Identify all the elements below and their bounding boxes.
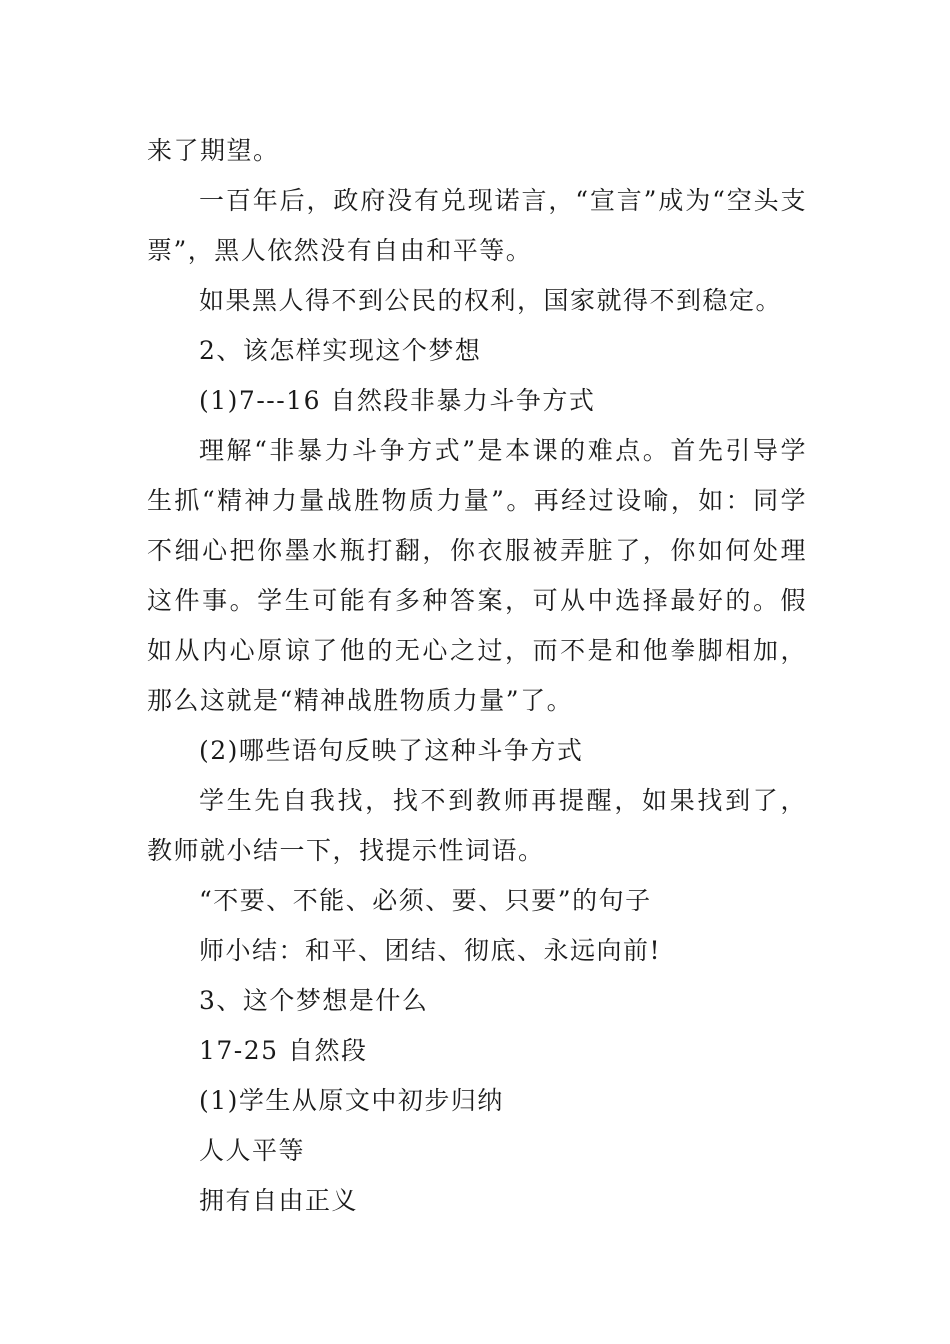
section-heading: 3、这个梦想是什么 — [199, 986, 429, 1015]
subsection-heading: (1)学生从原文中初步归纳 — [199, 1086, 504, 1115]
paragraph: 理解“非暴力斗争方式”是本课的难点。首先引导学生抓“精神力量战胜物质力量”。再经过设喻，如：同学不细心把你墨水瓶打翻，你衣服被弄脏了，你如何处理这件事。学生可能有多种答案，可从中选择最好的。假如从内心原谅了他的无心之过，而不是和他拳脚相加，那么这就是“精神战胜物质力量”了。 — [147, 436, 807, 715]
section-heading: 2、该怎样实现这个梦想 — [199, 336, 482, 365]
paragraph: 17-25 自然段 — [199, 1036, 368, 1065]
subsection-heading: (1)7---16 自然段非暴力斗争方式 — [199, 386, 596, 415]
document-body — [147, 126, 807, 1226]
paragraph: “不要、不能、必须、要、只要”的句子 — [199, 886, 652, 915]
paragraph: 学生先自我找，找不到教师再提醒，如果找到了，教师就小结一下，找提示性词语。 — [147, 786, 807, 865]
paragraph: 师小结：和平、团结、彻底、永远向前! — [199, 936, 662, 965]
paragraph: 一百年后，政府没有兑现诺言，“宣言”成为“空头支票”，黑人依然没有自由和平等。 — [147, 186, 807, 265]
list-item: 人人平等 — [199, 1136, 306, 1165]
list-item: 拥有自由正义 — [199, 1186, 359, 1215]
paragraph: 来了期望。 — [147, 136, 280, 165]
paragraph: 如果黑人得不到公民的权利，国家就得不到稳定。 — [199, 286, 783, 315]
subsection-heading: (2)哪些语句反映了这种斗争方式 — [199, 736, 584, 765]
